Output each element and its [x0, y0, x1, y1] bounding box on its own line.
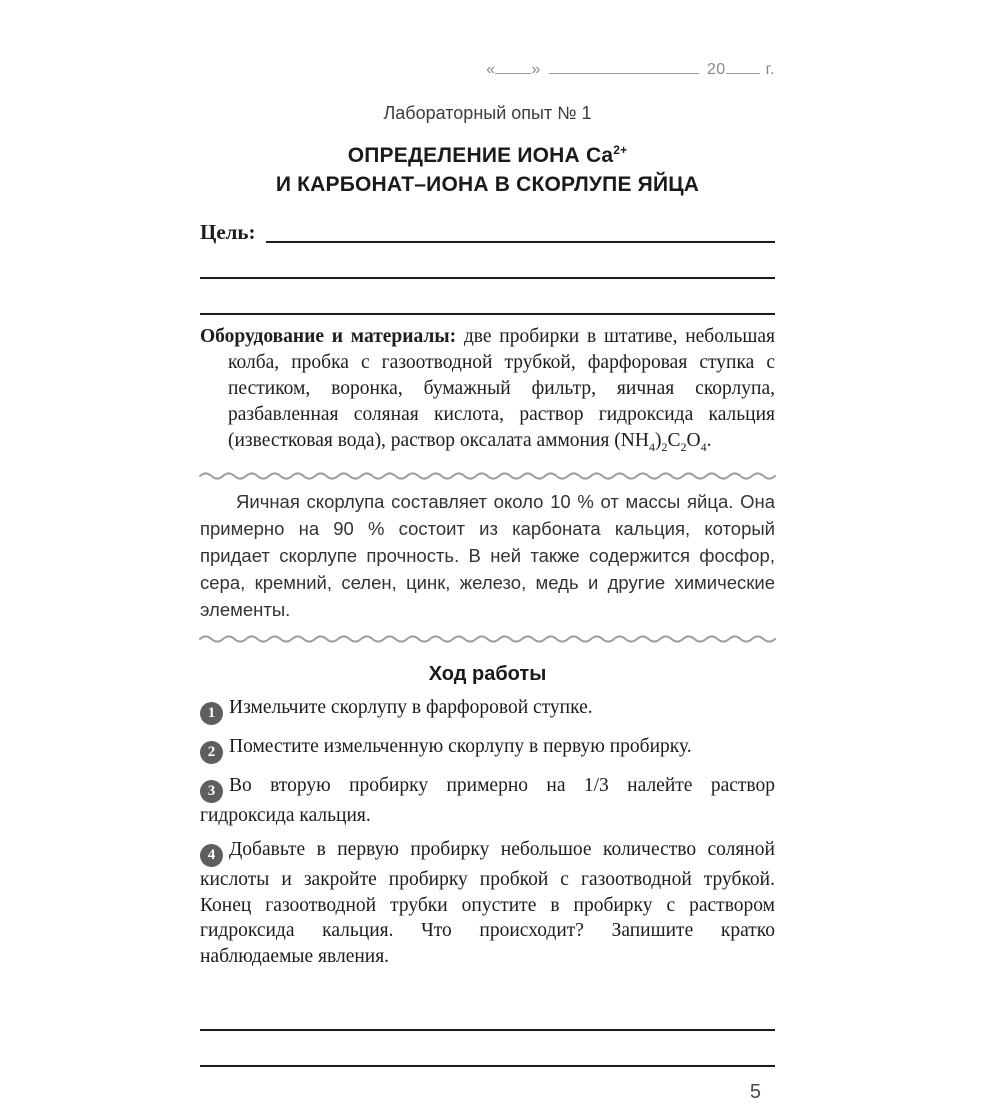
date-year-blank: [726, 60, 760, 74]
goal-write-in-line-2: [200, 243, 775, 279]
goal-label: Цель:: [200, 220, 256, 244]
equipment-label: Оборудование и материалы:: [200, 326, 457, 347]
wavy-divider-bottom: [200, 633, 775, 645]
goal-write-in-line-3: [200, 279, 775, 315]
info-paragraph: Яичная скорлупа составляет около 10 % от массы яйца. Она примерно на 90 % состоит из карбоната кальция, который придает скорлупе прочность. В ней также содержится фосфор, сера, кремний, селен, цинк, железо, медь и другие химические элементы.: [200, 490, 775, 620]
step-4-text: Добавьте в первую пробирку небольшое количество соляной кислоты и закройте пробирку пробкой с газоотводной трубкой. Конец газоотводной трубки опустите в пробирку с раствором гидроксида кальция. Что происходит? Запишите кратко наблюдаемые явления.: [200, 839, 775, 967]
page-title-line1: ОПРЕДЕЛЕНИЕ ИОНА $Ca^{2+}$: [347, 143, 628, 167]
step-4-badge: 4: [200, 844, 223, 867]
observation-write-in-line-1: [200, 995, 775, 1031]
year-prefix: 20: [706, 61, 726, 78]
step-3-badge: 3: [200, 780, 223, 803]
procedure-step-4: [200, 837, 775, 969]
page-number: 5: [749, 1081, 761, 1104]
step-2-text: Поместите измельченную скорлупу в первую пробирку.: [229, 735, 692, 757]
step-3-text: Во вторую пробирку примерно на 1/3 налейте раствор гидроксида кальция.: [200, 774, 775, 826]
page-title-line2: И КАРБОНАТ–ИОНА В СКОРЛУПЕ ЯЙЦА: [275, 173, 700, 196]
ion-charge-superscript: 2+: [613, 143, 628, 157]
experiment-label: Лабораторный опыт № 1: [383, 103, 592, 123]
observation-write-in-line-2: [200, 1031, 775, 1067]
goal-write-in-line: [266, 219, 775, 243]
page-content: [200, 0, 775, 1104]
step-1-badge: 1: [200, 702, 223, 725]
procedure-step-1: [200, 695, 775, 725]
procedure-title: Ход работы: [428, 662, 547, 685]
chemical-formula: $(NH_4)_2C_2O_4$.: [614, 430, 712, 454]
close-quote: »: [531, 61, 541, 78]
equipment-text: две пробирки в штативе, небольшая колба, пробка с газоотводной трубкой, фарфоровая ступка с пестиком, воронка, бумажный фильтр, яичная скорлупа, разбавленная соляная кислота, раствор гидроксида кальция (известковая вода), раствор оксалата аммония: [228, 326, 775, 451]
page-title: [200, 136, 775, 199]
observations-section: [200, 995, 775, 1067]
step-1-text: Измельчите скорлупу в фарфоровой ступке.: [229, 696, 593, 718]
year-suffix: г.: [765, 61, 775, 78]
equipment-paragraph: [200, 324, 775, 460]
procedure-step-2: [200, 734, 775, 764]
date-month-blank: [549, 60, 699, 74]
goal-section: [200, 219, 775, 243]
procedure-step-3: [200, 773, 775, 829]
wavy-divider-top: [200, 470, 775, 482]
step-2-badge: 2: [200, 741, 223, 764]
date-fill-in-line: [200, 60, 775, 79]
open-quote: «: [486, 61, 496, 78]
date-day-blank: [495, 60, 531, 74]
